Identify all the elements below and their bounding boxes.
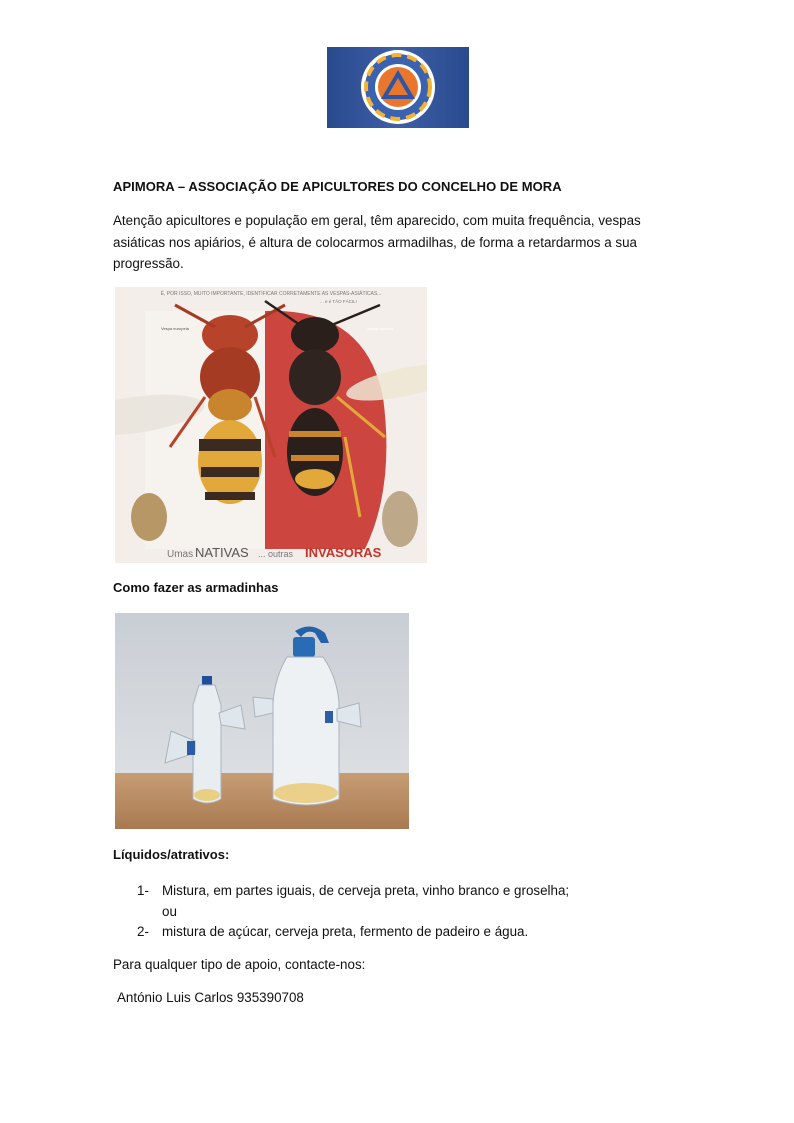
caption-umas: Umas xyxy=(167,549,194,560)
section-liquids-heading: Líquidos/atrativos: xyxy=(113,847,230,862)
page-title: APIMORA – ASSOCIAÇÃO DE APICULTORES DO CONCELHO DE MORA xyxy=(113,179,562,194)
native-nest-icon xyxy=(131,493,167,541)
poster-top-line: É, POR ISSO, MUITO IMPORTANTE, IDENTIFICAR CORRETAMENTE AS VESPAS-ASIÁTICAS... xyxy=(160,291,382,297)
caption-invasoras: INVASORAS xyxy=(305,545,382,560)
right-label: Vespa asiática xyxy=(367,326,393,331)
protecao-civil-logo xyxy=(327,47,469,128)
caption-outras: ... outras xyxy=(258,549,294,559)
section-traps-heading: Como fazer as armadinhas xyxy=(113,580,279,595)
left-label: Vespa europeia xyxy=(161,326,189,331)
list-item-number: 1- xyxy=(137,883,149,898)
list-item-text: mistura de açúcar, cerveja preta, fermento de padeiro e água. xyxy=(162,924,529,939)
caption-nativas: NATIVAS xyxy=(195,545,249,560)
traps-photo xyxy=(115,613,409,829)
list-item-text: ou xyxy=(162,903,177,919)
contact-intro: Para qualquer tipo de apoio, contacte-nos: xyxy=(113,957,366,972)
poster-top-line-2: ... e é TÃO FÁCIL! xyxy=(320,299,357,304)
list-item-number: 2- xyxy=(137,924,149,939)
wasp-poster-image xyxy=(115,287,427,563)
list-item-text: Mistura, em partes iguais, de cerveja preta, vinho branco e groselha; xyxy=(162,883,570,898)
logo-emblem-icon xyxy=(327,47,469,128)
contact-name-phone: António Luis Carlos 935390708 xyxy=(117,990,304,1005)
intro-paragraph: Atenção apicultores e população em geral, têm aparecido, com muita frequência, vespas asiáticas nos apiários, é altura de colocarmos armadilhas, de forma a retardarmos a sua progressão. xyxy=(113,213,641,271)
asian-nest-icon xyxy=(382,491,418,547)
